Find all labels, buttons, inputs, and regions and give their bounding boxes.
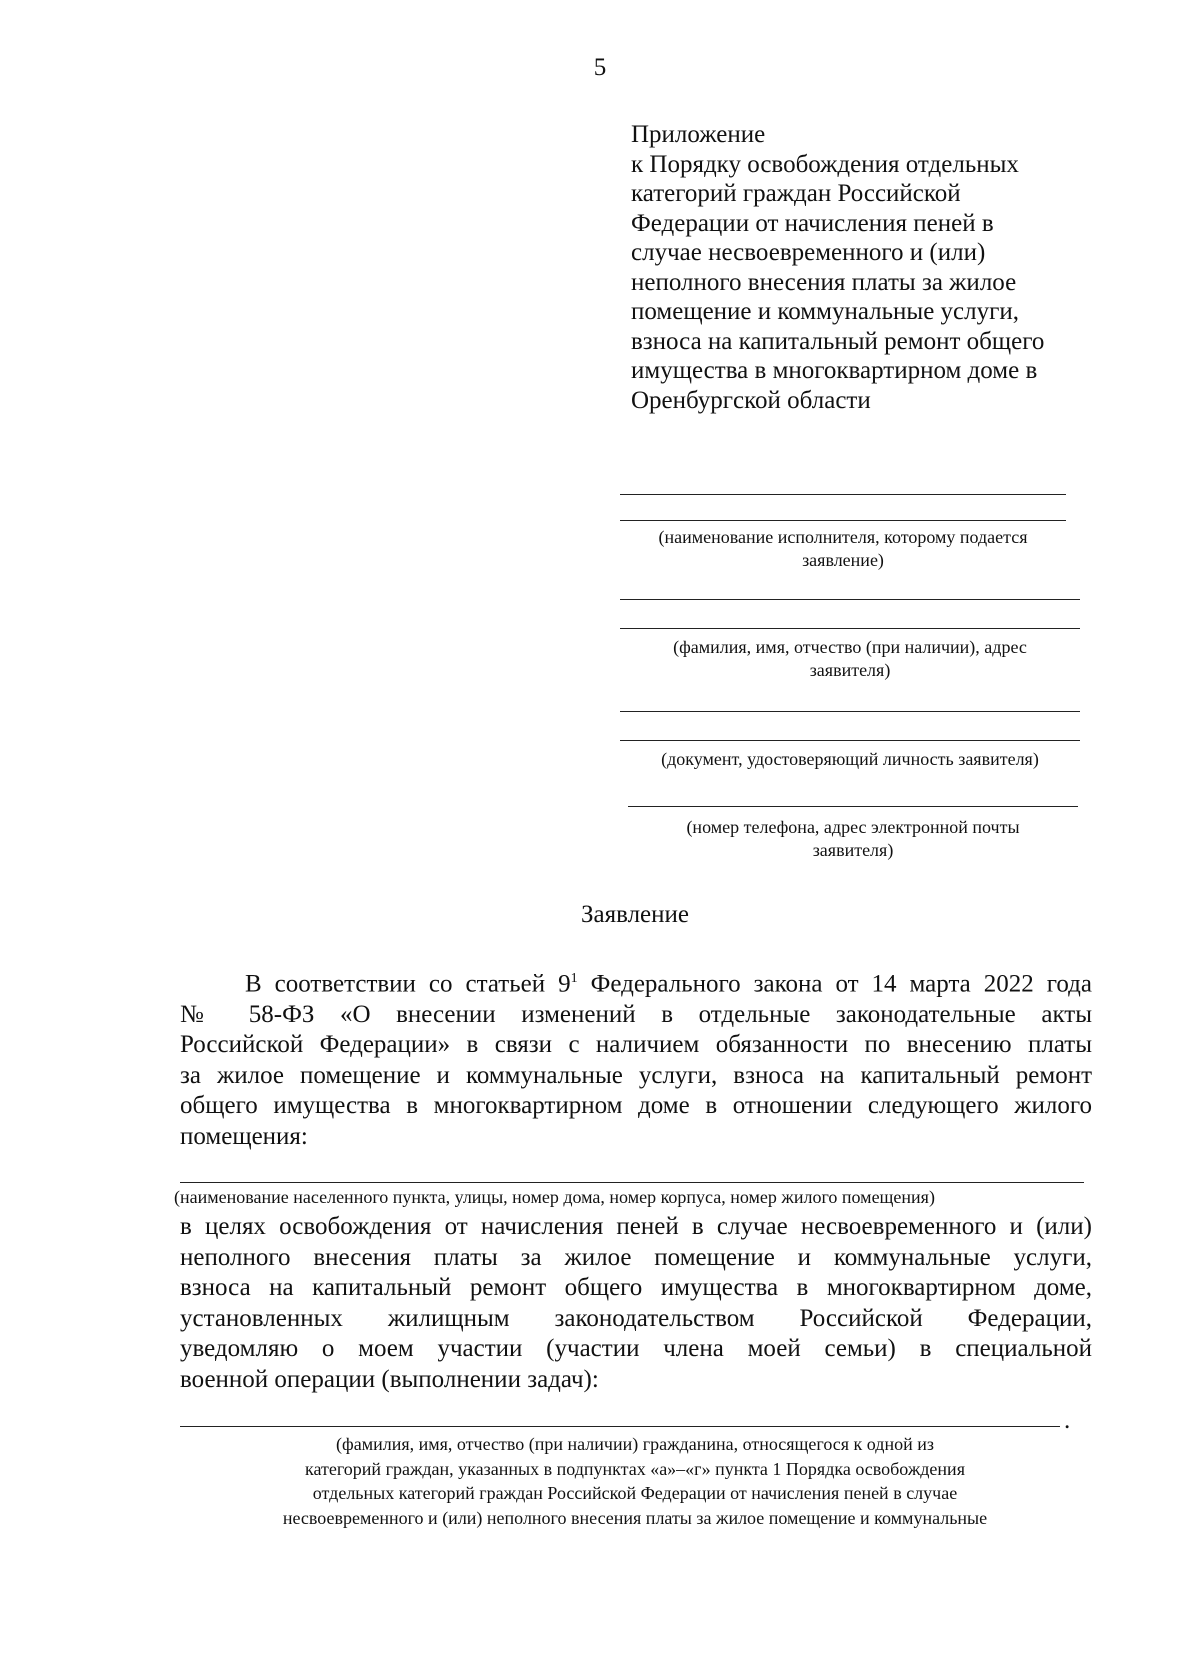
executor-blank-line-1[interactable] xyxy=(620,494,1066,495)
paragraph-line: уведомляю о моем участии (участии члена моей семьи) в специальной xyxy=(180,1335,1092,1362)
caption-line: несвоевременного и (или) неполного внесения платы за жилое помещение и коммунальные xyxy=(282,1507,988,1528)
paragraph-line: помещения: xyxy=(180,1122,308,1150)
paragraph-line: № 58-ФЗ «О внесении изменений в отдельные законодательные акты xyxy=(180,1000,1092,1028)
address-caption: (наименование населенного пункта, улицы, номер дома, номер корпуса, номер жилого помещения) xyxy=(174,1187,935,1207)
fio-period: . xyxy=(1064,1407,1071,1434)
caption-line: (наименование исполнителя, которому подается xyxy=(658,527,1028,547)
applicant-blank-line-1[interactable] xyxy=(620,599,1080,600)
appendix-line: Приложение xyxy=(631,121,766,148)
paragraph-line: Российской Федерации» в связи с наличием обязанности по внесению платы xyxy=(180,1031,1092,1059)
contact-field xyxy=(628,806,1078,862)
document-field xyxy=(620,711,1080,712)
caption-line: заявление) xyxy=(802,550,884,570)
address-blank-line[interactable] xyxy=(180,1182,1084,1183)
document-blank-line-1[interactable] xyxy=(620,711,1080,712)
paragraph-line: военной операции (выполнении задач): xyxy=(180,1365,599,1393)
paragraph-line: установленных жилищным законодательством Российской Федерации, xyxy=(180,1304,1092,1332)
paragraph-line: общего имущества в многоквартирном доме в отношении следующего жилого xyxy=(180,1092,1092,1120)
executor-field-2 xyxy=(620,520,1066,572)
caption-line: отдельных категорий граждан Российской Федерации от начисления пеней в случае xyxy=(312,1483,958,1503)
document-title: Заявление xyxy=(580,901,690,928)
document-field-2 xyxy=(620,740,1080,771)
appendix-line: Оренбургской области xyxy=(631,386,871,414)
caption-line: (фамилия, имя, отчество (при наличии), адрес xyxy=(673,637,1027,657)
document-blank-line-2[interactable] xyxy=(620,740,1080,741)
applicant-caption xyxy=(620,636,1080,682)
text-segment: В соответствии со статьей 9 xyxy=(245,970,571,998)
executor-caption xyxy=(620,526,1066,572)
executor-blank-line-2[interactable] xyxy=(620,520,1066,521)
paragraph-line: неполного внесения платы за жилое помещение и коммунальные услуги, xyxy=(180,1243,1092,1271)
appendix-line: к Порядку освобождения отдельных xyxy=(631,150,1019,178)
document-caption xyxy=(620,748,1080,771)
paragraph-line: взноса на капитальный ремонт общего имущества в многоквартирном доме, xyxy=(180,1274,1092,1301)
paragraph-line: за жилое помещение и коммунальные услуги, взноса на капитальный ремонт xyxy=(180,1061,1092,1089)
caption-line: категорий граждан, указанных в подпунктах «а»–«г» пункта 1 Порядка освобождения xyxy=(305,1458,965,1479)
caption-line: заявителя) xyxy=(812,840,894,860)
superscript: 1 xyxy=(570,971,578,986)
caption-line: (номер телефона, адрес электронной почты xyxy=(686,817,1020,837)
applicant-field-2 xyxy=(620,628,1080,682)
appendix-line: имущества в многоквартирном доме в xyxy=(631,357,1038,384)
appendix-line: категорий граждан Российской xyxy=(631,180,961,207)
applicant-field xyxy=(620,599,1080,600)
paragraph-1 xyxy=(180,964,1092,1152)
contact-caption xyxy=(628,816,1078,862)
caption-line: (документ, удостоверяющий личность заявителя) xyxy=(661,749,1039,769)
paragraph-2 xyxy=(180,1212,1092,1395)
appendix-line: взноса на капитальный ремонт общего xyxy=(631,327,1045,355)
text-segment: Федерального закона от 14 марта 2022 года xyxy=(577,970,1092,998)
caption-line: (фамилия, имя, отчество (при наличии) гражданина, относящегося к одной из xyxy=(336,1434,934,1454)
contact-blank-line[interactable] xyxy=(628,806,1078,807)
paragraph-line: в целях освобождения от начисления пеней в случае несвоевременного и (или) xyxy=(180,1213,1092,1240)
fio-blank-line[interactable] xyxy=(180,1426,1060,1427)
fio-caption xyxy=(0,1432,1200,1530)
appendix-block xyxy=(631,120,1131,415)
appendix-line: случае несвоевременного и (или) xyxy=(631,239,986,266)
paragraph-line xyxy=(180,964,1092,1000)
caption-line: заявителя) xyxy=(809,660,891,680)
appendix-line: Федерации от начисления пеней в xyxy=(631,209,994,237)
appendix-line: неполного внесения платы за жилое xyxy=(631,268,1017,296)
executor-field xyxy=(620,494,1066,495)
page-number: 5 xyxy=(593,54,607,81)
appendix-line: помещение и коммунальные услуги, xyxy=(631,298,1019,325)
applicant-blank-line-2[interactable] xyxy=(620,628,1080,629)
